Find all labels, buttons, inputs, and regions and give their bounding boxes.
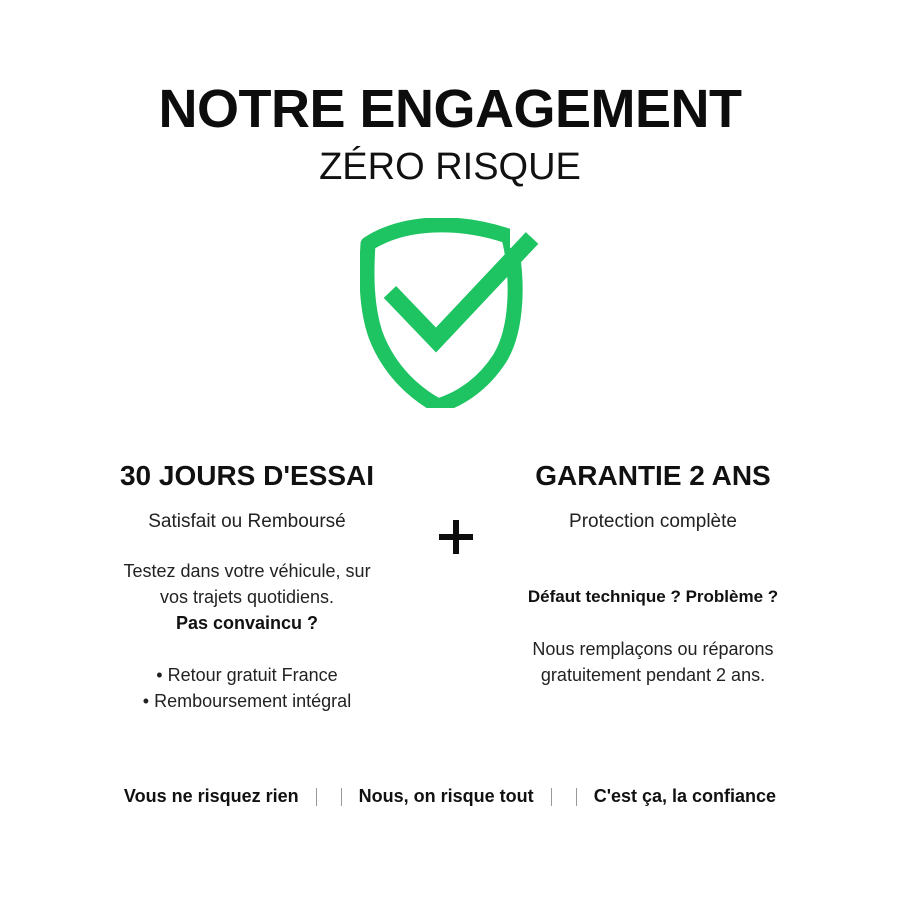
trial-benefits-list [77, 662, 417, 714]
footer-item: Vous ne risquez rien [123, 786, 299, 806]
trial-description [77, 558, 417, 636]
footer-tagline [0, 786, 900, 807]
warranty-answer-line-1: Nous remplaçons ou réparons [532, 639, 774, 659]
page-title: NOTRE ENGAGEMENT [158, 79, 742, 139]
plus-icon [439, 520, 473, 554]
footer-item: C'est ça, la confiance [593, 786, 777, 806]
warranty-question: Défaut technique ? Problème ? [527, 587, 779, 606]
shield-check-icon [360, 218, 540, 408]
warranty-answer-line-2: gratuitement pendant 2 ans. [540, 665, 766, 685]
divider [341, 788, 342, 806]
trial-line-1: Testez dans votre véhicule, sur [123, 561, 371, 581]
warranty-heading: GARANTIE 2 ANS [535, 460, 771, 491]
warranty-answer [483, 636, 823, 688]
divider [551, 788, 552, 806]
list-item: • Remboursement intégral [77, 688, 417, 714]
trial-tagline: Satisfait ou Remboursé [148, 511, 346, 532]
trial-line-2: vos trajets quotidiens. [159, 587, 335, 607]
divider [576, 788, 577, 806]
warranty-section [483, 456, 823, 688]
page-subtitle: ZÉRO RISQUE [319, 146, 581, 188]
divider [316, 788, 317, 806]
trial-heading: 30 JOURS D'ESSAI [119, 460, 375, 491]
trial-question: Pas convaincu ? [175, 613, 319, 633]
trial-section [77, 456, 417, 714]
warranty-tagline: Protection complète [569, 511, 737, 532]
footer-item: Nous, on risque tout [358, 786, 534, 806]
list-item: • Retour gratuit France [77, 662, 417, 688]
